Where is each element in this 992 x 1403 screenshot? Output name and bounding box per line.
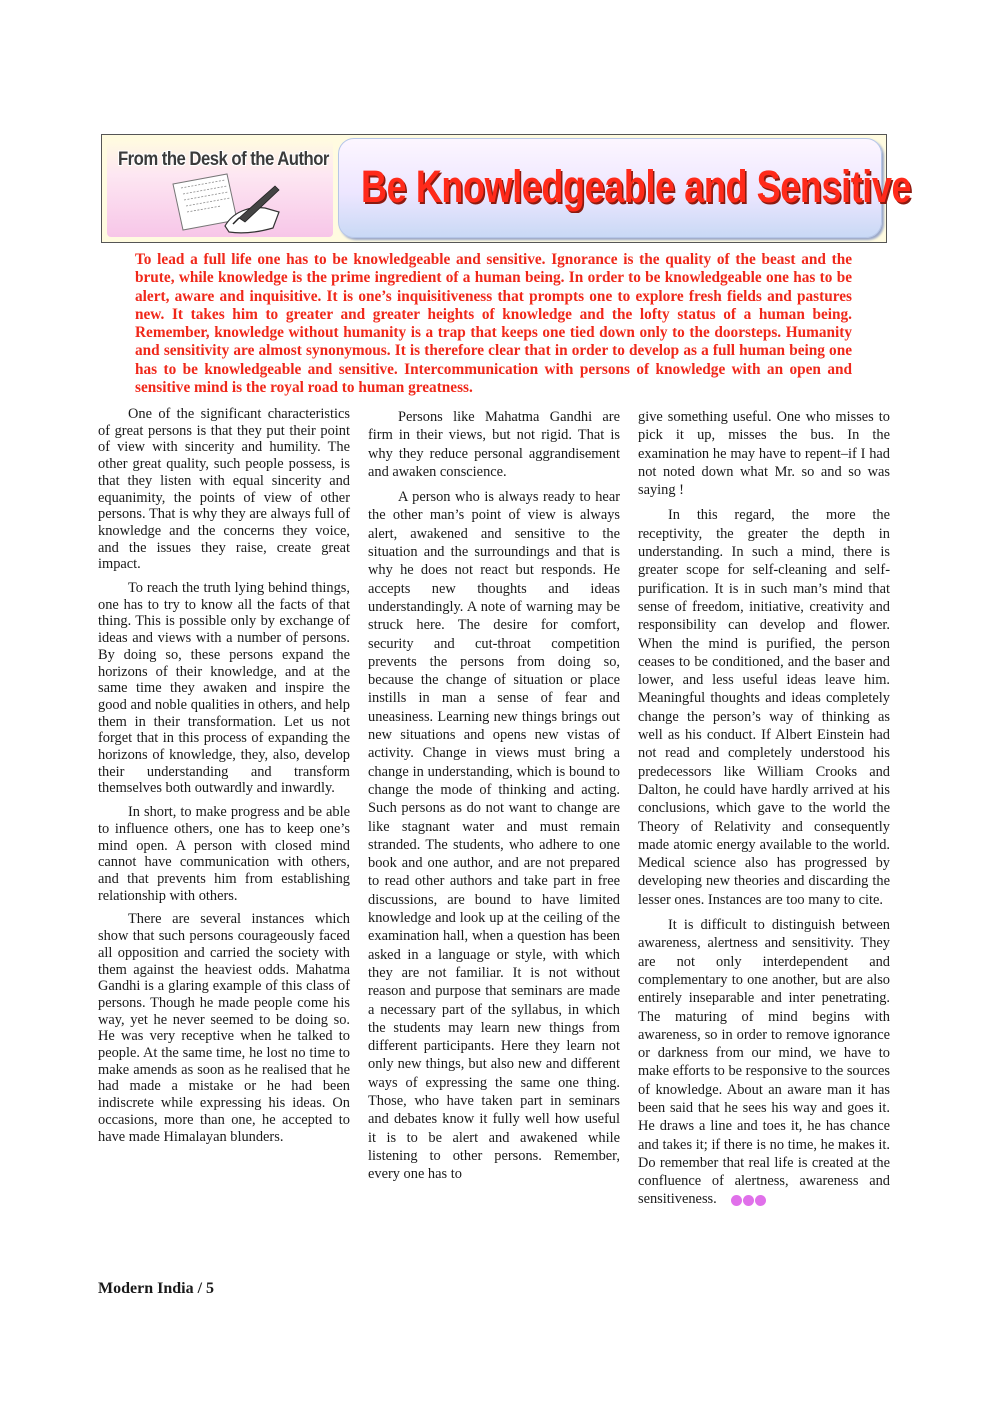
page-title: Be Knowledgeable and Sensitive — [361, 161, 912, 212]
column-2 — [368, 408, 620, 1190]
column-3 — [638, 408, 890, 1216]
paragraph-final — [638, 916, 890, 1209]
paragraph: A person who is always ready to hear the other man’s point of view is always alert, awakened and sensitive to the situation and the surroundings and that is why he does not react but responds. He accepts new thoughts and ideas understandingly. A note of warning may be struck here. The desire for comfort, security and cut-throat competition prevents the persons from doing so, because the change of situation or place instills in man a sense of fear and uneasiness. Learning new things brings out new situations and opens new vistas of activity. Change in views must bring a change in understanding, which is bound to change the mode of thinking and acting. Such persons as do not want to change are like stagnant water and must remain stranded. The students, who adhere to one book and one author, and are not prepared to read other authors and take part in free discussions, are bound to have limited knowledge and look up at the ceiling of the examination hall, when a question has been asked in a language or style, with which they are not familiar. It is not without reason and purpose that seminars are made a necessary part of the syllabus, in which the students may learn new things from different participants. Here they learn not only new things, but also new and different ways of expressing the same one thing. Those, who have taken part in seminars and debates know it fully well how useful it is to be alert and awakened while listening to other persons. Remember, every one has to — [368, 489, 620, 1183]
paragraph: There are several instances which show that such persons courageously faced all opposition and carried the society with them against the heaviest odds. Mahatma Gandhi is a glaring example of this class of persons. Though he made people come his way, yet he never seemed to be doing so. He was very receptive when he talked to people. At the same time, he lost no time to make amends as soon as he realised that he had made a mistake or he had been indiscrete while expressing his ideas. On occasions, more than one, he accepted to have made Himalayan blunders. — [98, 911, 350, 1145]
intro-paragraph: To lead a full life one has to be knowledgeable and sensitive. Ignorance is the quality of the beast and the brute, while knowledge is the prime ingredient of a human being. In order to be knowledgeable one has to be alert, aware and inquisitive. It is one’s inquisitiveness that prompts one to explore fresh fields and pastures new. It takes him to greater and greater heights of knowledge and the lofty status of a human being. Remember, knowledge without humanity is a trap that keeps one tied down only to the doorsteps. Humanity and sensitivity are almost synonymous. It is therefore clear that in order to develop as a full human being one has to be knowledgeable and sensitive. Intercommunication with persons of knowledge with an open and sensitive mind is the royal road to human greatness. — [135, 251, 852, 397]
paragraph: In short, to make progress and be able to influence others, one has to keep one’s mind open. A person with closed mind cannot have communication with others, and that prevents him from establishing relationship with others. — [98, 804, 350, 904]
desk-kicker: From the Desk of the Author — [118, 149, 329, 170]
author-desk-panel — [107, 140, 333, 237]
paragraph: In this regard, the more the receptivity, the greater the depth in understanding. In such a mind, there is greater scope for self-cleaning and self-purification. It is in such man’s mind that sense of freedom, initiative, creativity and responsibility can develop and flower. When the mind is purified, the person ceases to be conditioned, and the baser and lower, and less useful ideas leave him. Meaningful thoughts and ideas completely change the person’s way of thinking as well as his conduct. If Albert Einstein had not read and completely understood his predecessors like William Crooks and Dalton, he could have hardly arrived at his conclusions, which gave to the world the Theory of Relativity and consequently made atomic energy available to the world. Medical science also has progressed by developing new theories and discarding the lesser ones. Instances are too many to cite. — [638, 507, 890, 908]
column-1 — [98, 406, 350, 1152]
paragraph: One of the significant characteristics of great persons is that they put their point of view with sincerity and humility. The other great quality, such people possess, is that they listen with equal sincerity and equanimity, the points of view of other persons. That is why they are always full of knowledge and the concerns they voice, and the issues they raise, create great impact. — [98, 406, 350, 573]
hand-writing-icon — [155, 168, 285, 240]
title-panel — [338, 138, 912, 238]
paragraph: Persons like Mahatma Gandhi are firm in their views, but not rigid. That is why they reduce personal aggrandisement and awaken conscience. — [368, 409, 620, 480]
page-footer: Modern India / 5 — [98, 1280, 215, 1297]
paragraph: To reach the truth lying behind things, one has to try to know all the facts of that thing. This is possible only by exchange of ideas and views with a number of persons. By doing so, these persons expand the horizons of their knowledge, and at the same time they awaken and inspire the good and noble qualities in others, and help them in their transformation. Let us not forget that in this process of expanding the horizons of knowledge, they, also, develop their understanding and transform themselves both outwardly and inwardly. — [98, 580, 350, 797]
header-banner — [101, 134, 912, 243]
paragraph-text: It is difficult to distinguish between awareness, alertness and sensitivity. They are not only interdependent and complementary to one another, but are also entirely inseparable and inter penetrating. The maturing of mind begins with awareness, so in order to remove ignorance or darkness from our mind, we have to make efforts to be responsive to the sources of knowledge. About an aware man it has been said that he sees his way and goes it. He draws a line and toes it, he has chance and takes it; if there is no time, he makes it. Do remember that real life is created at the confluence of alertness, awareness and sensitiveness. — [638, 917, 890, 1208]
end-mark-icon — [731, 1195, 766, 1206]
paragraph: give something useful. One who misses to pick it up, misses the bus. In the examination he may have to repent–if I had not noted down what Mr. so and so was saying ! — [638, 409, 890, 499]
